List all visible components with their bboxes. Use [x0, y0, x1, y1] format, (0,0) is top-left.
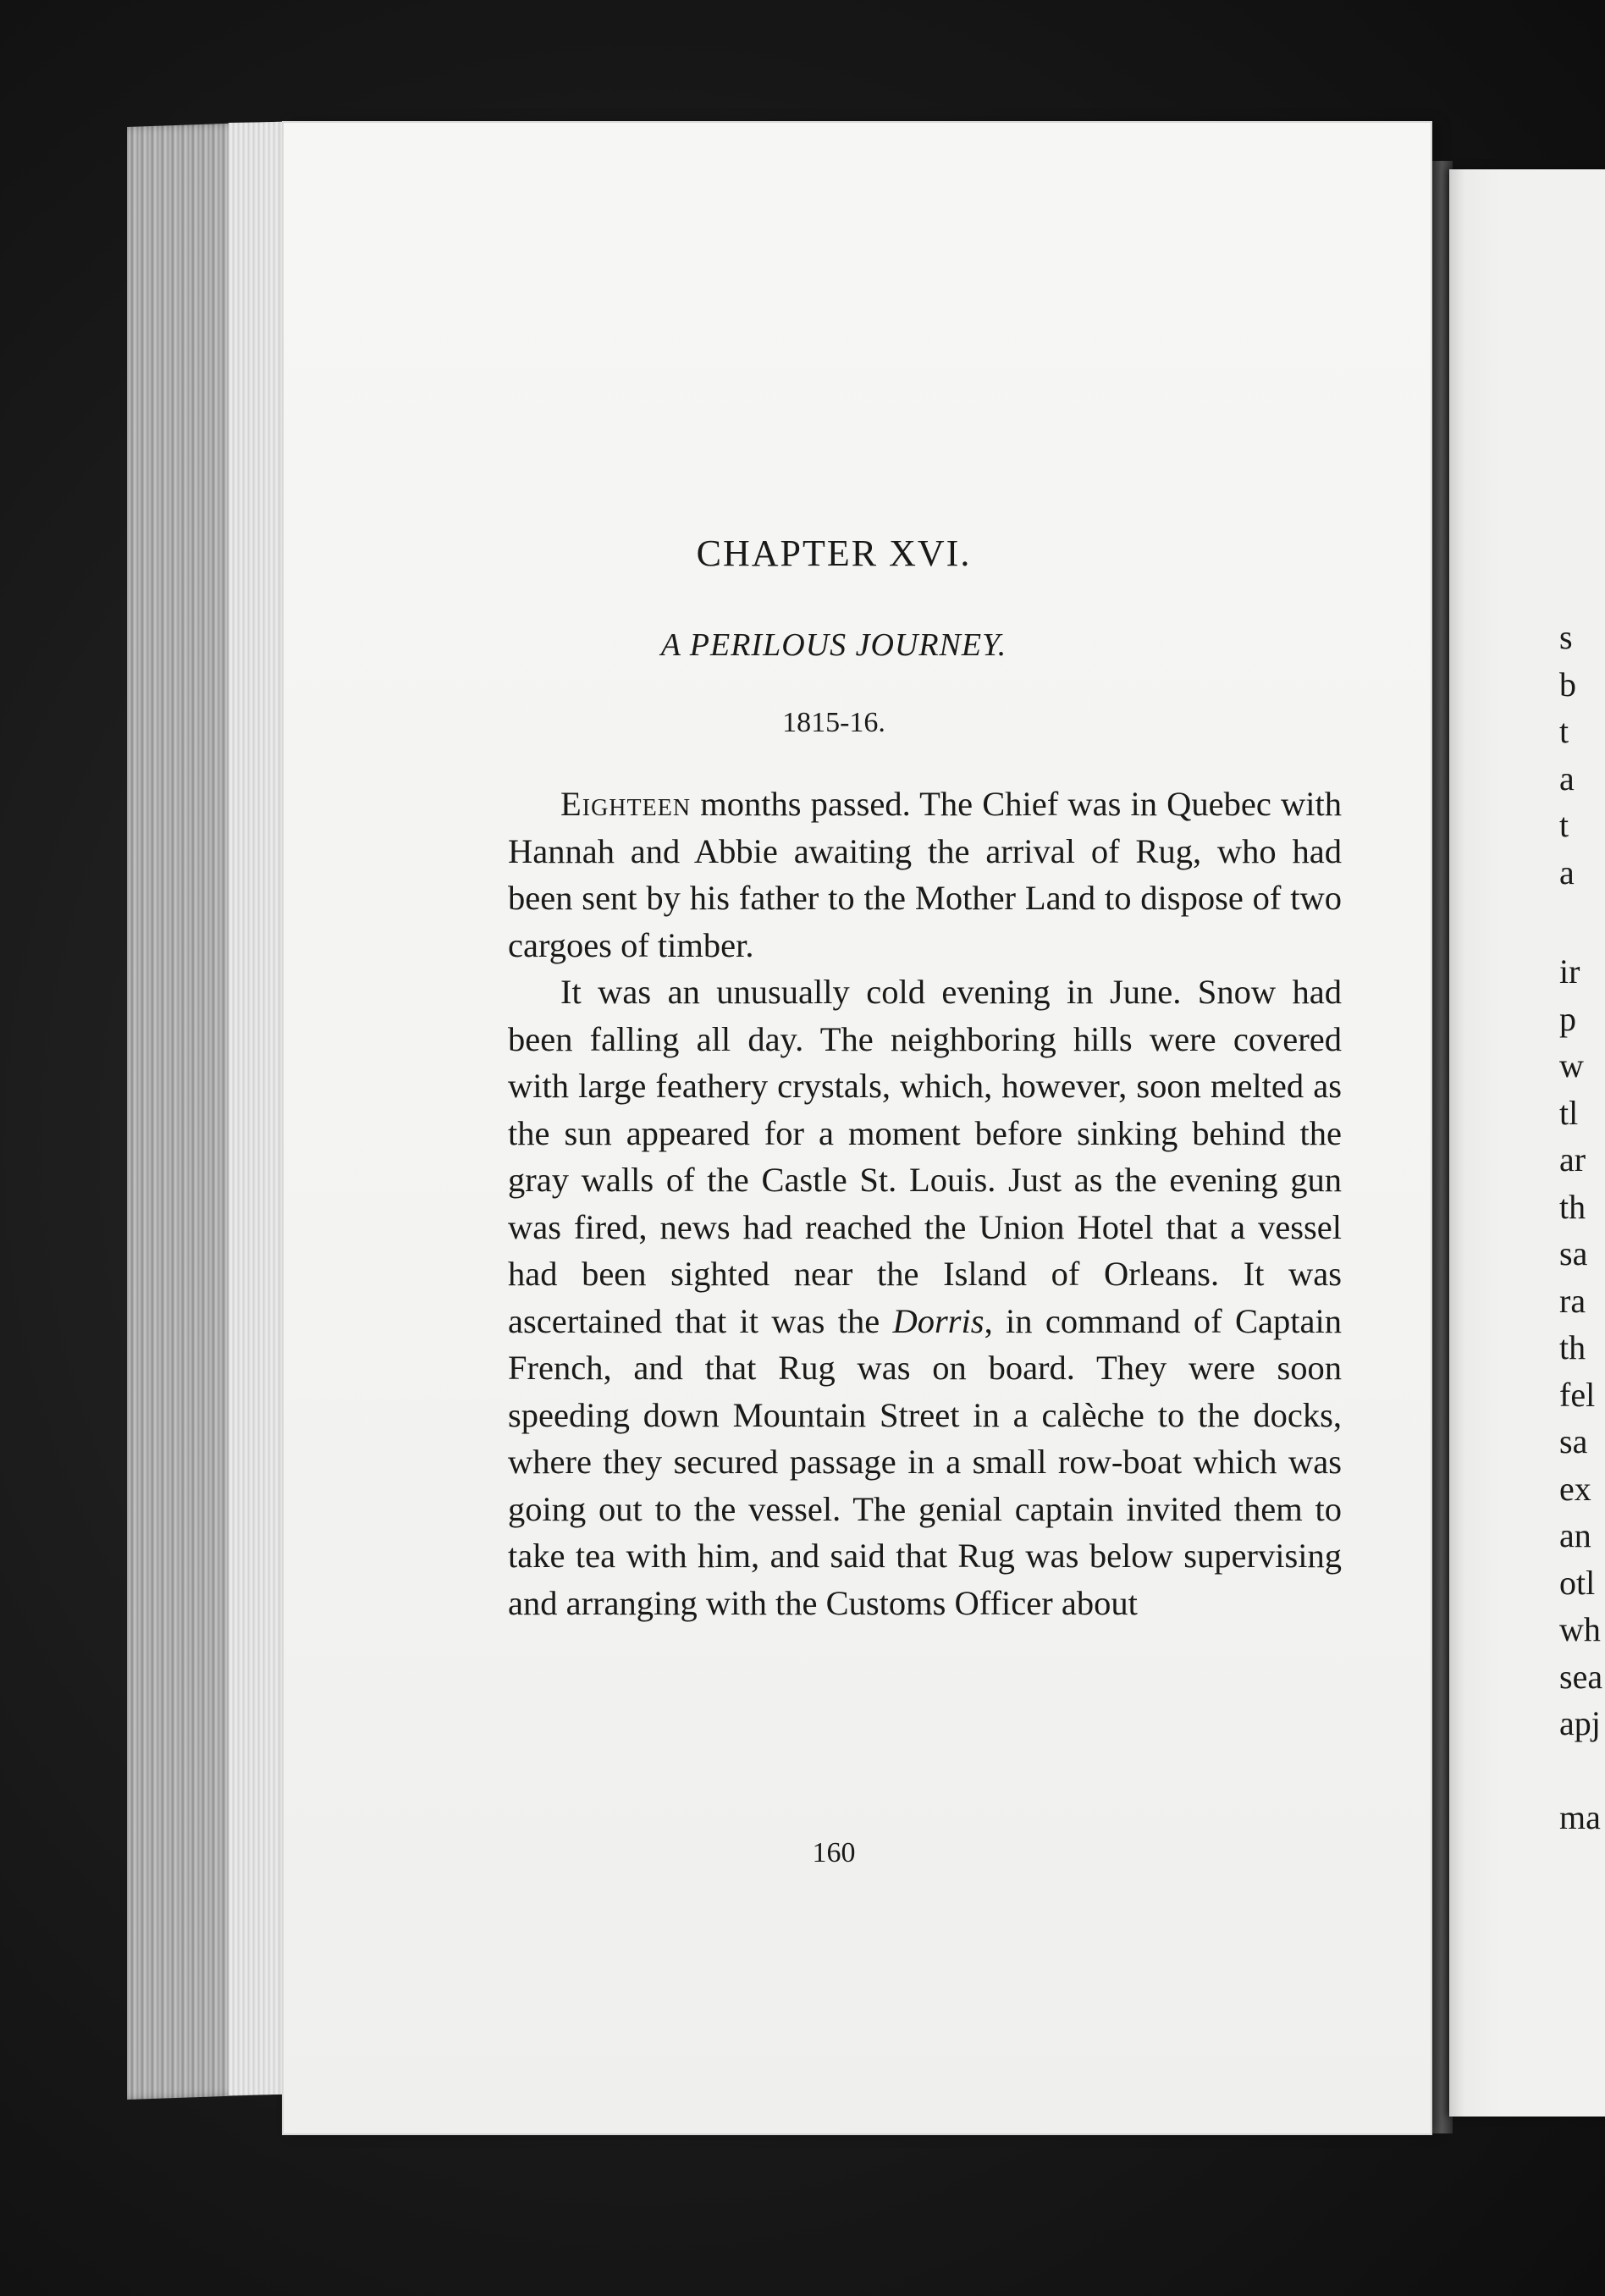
facing-page-top-line: t: [1559, 806, 1569, 844]
facing-page-bottom-line: sa: [1559, 1422, 1588, 1460]
facing-page-text-bottom: [1559, 948, 1602, 1841]
paragraph-2-text-b: , in command of Captain French, and that Rug was on board. They were soon speeding down Mountain Street in a calèche to the docks, where they secured passage in a small row-boat which was going out to the vessel. The genial captain invited them to take tea with him, and said that Rug was below supervising and arranging with the Customs Officer about: [508, 1301, 1342, 1622]
facing-page-top-line: a: [1559, 853, 1575, 891]
facing-page-bottom-line: sa: [1559, 1234, 1588, 1272]
facing-page-bottom-line: tl: [1559, 1093, 1579, 1132]
facing-page-bottom-line: fel: [1559, 1375, 1596, 1414]
facing-page-bottom-line: w: [1559, 1046, 1584, 1085]
chapter-date: 1815-16.: [782, 707, 885, 738]
facing-page-bottom-line: ex: [1559, 1469, 1591, 1508]
facing-page-bottom-line: an: [1559, 1516, 1591, 1554]
chapter-body: [508, 781, 1342, 1626]
facing-page-bottom-line: th: [1559, 1187, 1586, 1226]
facing-page-bottom-line: [1559, 1747, 1602, 1795]
chapter-subtitle: A PERILOUS JOURNEY.: [660, 627, 1007, 663]
facing-page-top-line: t: [1559, 712, 1569, 750]
page-number: 160: [812, 1837, 856, 1868]
facing-page-text-top: [1559, 614, 1576, 896]
facing-page-bottom-line: wh: [1559, 1610, 1601, 1648]
chapter-title: CHAPTER XVI.: [696, 533, 972, 574]
opening-word: Eighteen: [560, 785, 692, 823]
facing-page-bottom-line: ma: [1559, 1798, 1601, 1836]
paragraph-1-text: months passed. The Chief was in Quebec with Hannah and Abbie awaiting the arrival of Rug, who had been sent by his father to the Mother Land to dispose of two cargoes of timber.: [508, 785, 1342, 964]
paragraph-2: [508, 969, 1342, 1626]
facing-page-top-line: a: [1559, 759, 1575, 798]
facing-page-top-line: s: [1559, 618, 1573, 656]
facing-page-bottom-line: ar: [1559, 1140, 1586, 1178]
facing-page-bottom-line: sea: [1559, 1657, 1603, 1696]
facing-page-top-line: b: [1559, 665, 1576, 704]
facing-page-bottom-line: p: [1559, 999, 1576, 1038]
facing-page-bottom-line: apj: [1559, 1704, 1601, 1742]
ship-name: Dorris: [892, 1301, 985, 1340]
paragraph-2-text-a: It was an unusually cold evening in June. Snow had been falling all day. The neighboring hills were covered with large feathery crystals, which, however, soon melted as the sun appeared for a moment before sinking behind the gray walls of the Castle St. Louis. Just as the evening gun was fired, news had reached the Union Hotel that a vessel had been sighted near the Island of Orleans. It was ascertained that it was the: [508, 973, 1342, 1340]
facing-page-bottom-line: otl: [1559, 1563, 1596, 1602]
facing-page-bottom-line: ra: [1559, 1281, 1586, 1320]
facing-page-bottom-line: th: [1559, 1328, 1586, 1366]
paragraph-1: [508, 781, 1342, 969]
facing-page-bottom-line: ir: [1559, 952, 1580, 991]
